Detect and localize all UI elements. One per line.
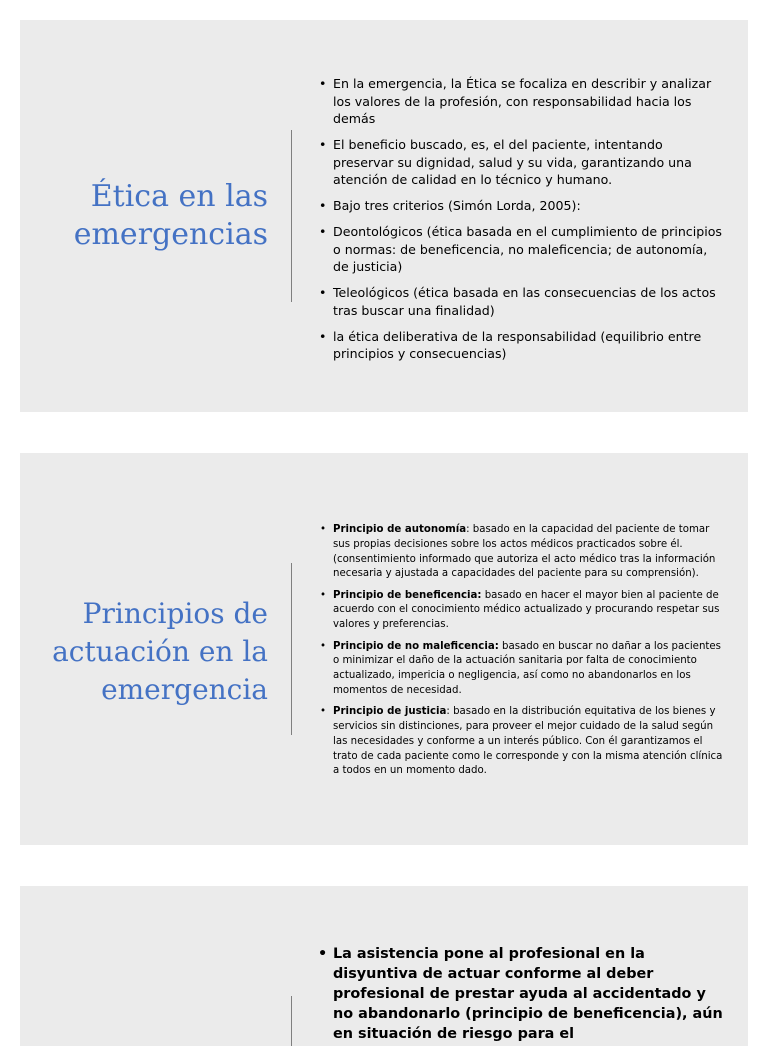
bullet-item: • La asistencia pone al profesional en la disyuntiva de actuar conforme al deber profesional de prestar ayuda al accidentado y no abandonarlo (principio de beneficencia), aún en situación de riesgo para el [333,944,723,1044]
bullet-list [333,523,728,786]
principle-term: Principio de justicia [333,706,447,718]
principle-term: Principio de no maleficencia: [333,640,499,652]
bullet-item-beneficencia [333,589,728,633]
slide-principios-actuacion [20,453,748,845]
bullet-item-justicia [333,705,728,779]
bullet-item-no-maleficencia [333,640,728,699]
principle-term: Principio de beneficencia: [333,589,482,601]
bullet-item: • El beneficio buscado, es, el del paciente, intentando preservar su dignidad, salud y su vida, garantizando una atención de calidad en lo técnico y humano. [333,136,723,189]
slide-title: Ética en las emergencias [73,179,268,252]
bullet-item: • Deontológicos (ética basada en el cumplimiento de principios o normas: de beneficencia, no maleficencia; de autonomía, de justicia) [333,223,723,276]
bullet-list [333,944,723,1044]
bullet-list [333,75,723,371]
principle-term: Principio de autonomía [333,524,467,535]
slide-etica-emergencias [20,20,748,412]
divider-line [291,130,292,302]
principle-text: basado en buscar no dañar a los pacientes o minimizar el daño de la actuación sanitaria por falta de conocimiento actualizado, impericia o negligencia, así como no abandonarlos en los momentos de necesidad. [333,640,721,696]
bullet-item: • la ética deliberativa de la responsabilidad (equilibrio entre principios y consecuencias) [333,328,723,363]
slide-asistencia [20,886,748,1046]
divider-line [291,563,292,735]
slide-title: Principios de actuación en la emergencia [52,597,268,706]
bullet-item: • Teleológicos (ética basada en las consecuencias de los actos tras buscar una finalidad) [333,284,723,319]
principle-text: : basado en la capacidad del paciente de tomar sus propias decisiones sobre los actos médicos practicados sobre él. (consentimiento informado que autoriza el acto médico tras la información necesaria y ajustada a capacidades del paciente para su comprensión). [333,524,716,580]
divider-line [291,996,292,1046]
bullet-item: • Bajo tres criterios (Simón Lorda, 2005): [333,197,723,215]
principle-text: : basado en la distribución equitativa de los bienes y servicios sin distinciones, para proveer el mejor cuidado de la salud según las necesidades y conforme a un interés público. Con él garantizamos el trato de cada paciente como le corresponde y con la misma atención clínica a todos en un momento dado. [333,706,723,777]
bullet-item-autonomia [333,523,728,582]
principle-text: basado en hacer el mayor bien al paciente de acuerdo con el conocimiento médico actualizado y procurando respetar sus valores y preferencias. [333,589,720,631]
bullet-item: • En la emergencia, la Ética se focaliza en describir y analizar los valores de la profesión, con responsabilidad hacia los demás [333,75,723,128]
